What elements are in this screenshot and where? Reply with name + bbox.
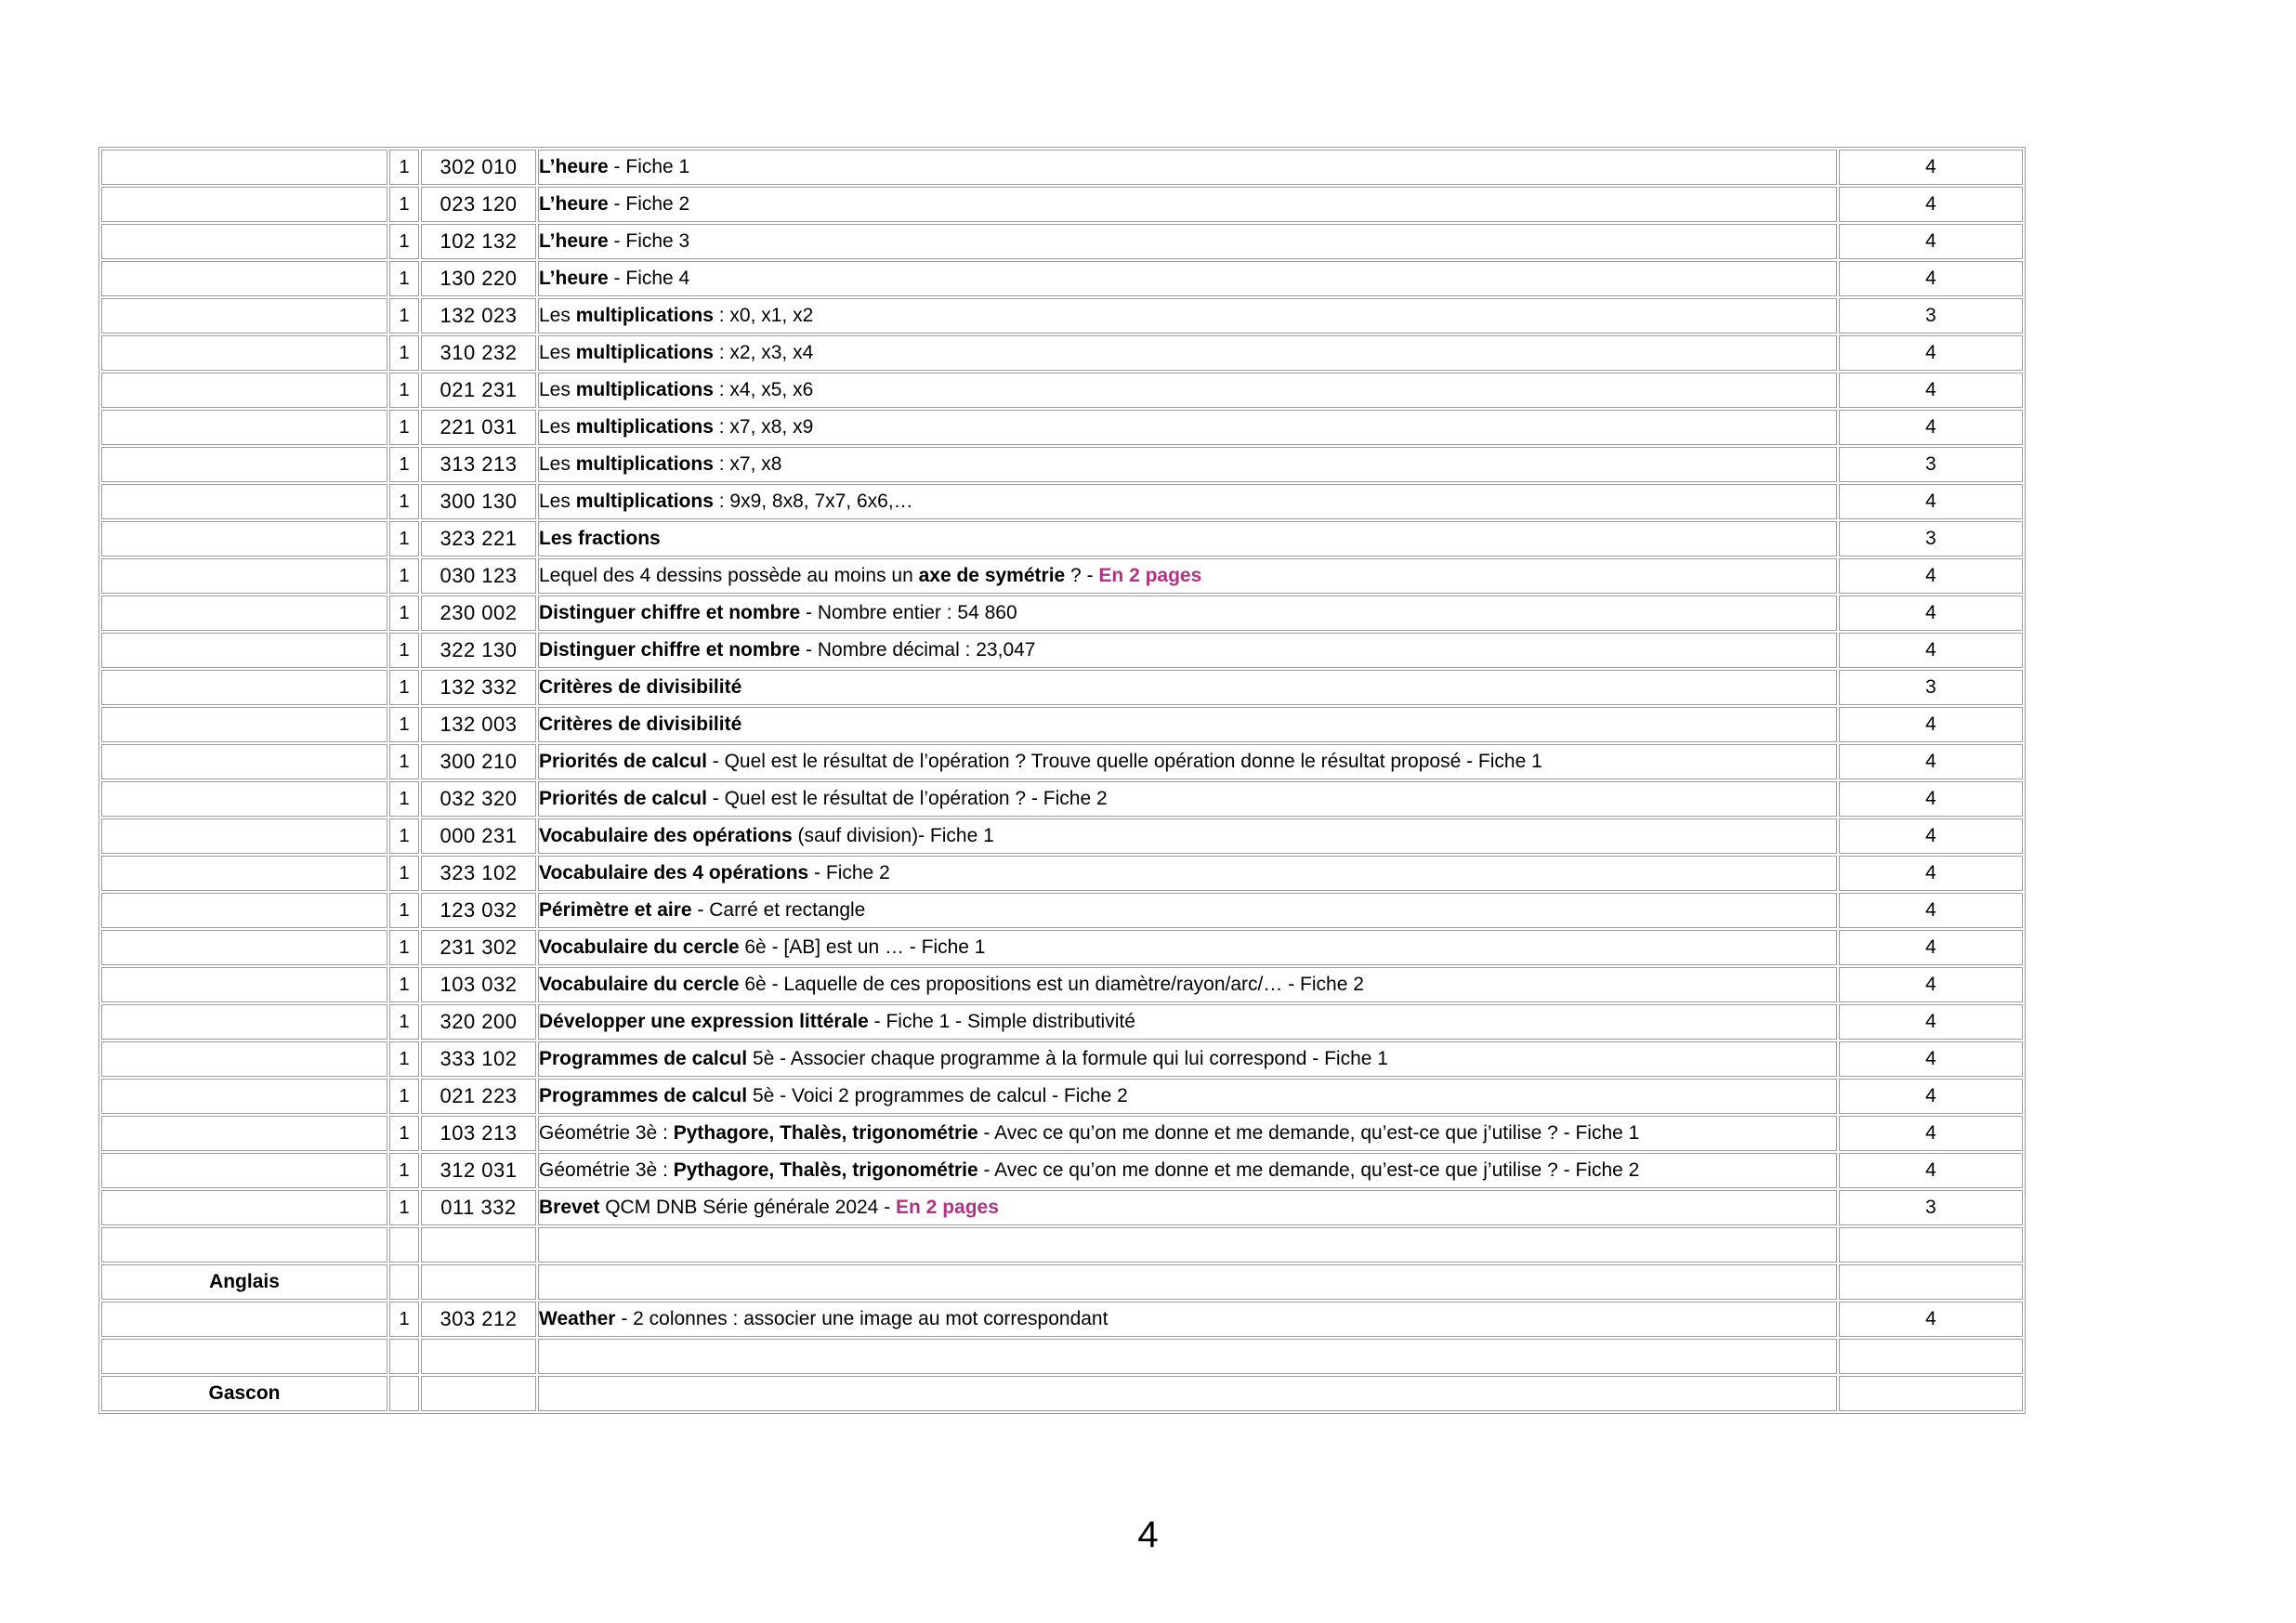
quantity-cell: 1 [389,967,419,1002]
code-cell: 231 302 [421,930,536,965]
description-cell [538,670,1837,705]
description-segment: : x7, x8 [713,453,782,475]
code-cell: 123 032 [421,893,536,928]
code-cell: 132 023 [421,298,536,334]
description-segment: Périmètre et aire [539,899,692,921]
table-row [101,1339,2023,1374]
table-row [101,1376,2023,1411]
description-segment: - 2 colonnes : associer une image au mot correspondant [615,1308,1109,1329]
quantity-cell: 1 [389,447,419,482]
value-cell [1839,1227,2023,1263]
description-segment: 5è - Associer chaque programme à la formule qui lui correspond - Fiche 1 [747,1048,1388,1069]
category-cell [101,818,387,854]
description-segment: L’heure [539,193,609,215]
category-cell [101,335,387,371]
table-row [101,150,2023,185]
table-row [101,1264,2023,1300]
description-segment: Distinguer chiffre et nombre [539,602,801,623]
description-segment: multiplications [575,416,714,438]
description-segment: En 2 pages [1098,565,1202,586]
description-cell [538,298,1837,334]
description-cell [538,484,1837,519]
description-cell [538,1376,1837,1411]
description-segment: : x2, x3, x4 [713,342,814,363]
quantity-cell: 1 [389,893,419,928]
code-cell: 132 332 [421,670,536,705]
category-cell [101,670,387,705]
category-cell [101,1004,387,1040]
description-segment: L’heure [539,156,609,177]
description-cell [538,335,1837,371]
description-segment: Les [539,379,576,400]
value-cell: 4 [1839,1004,2023,1040]
description-segment: L’heure [539,268,609,289]
quantity-cell: 1 [389,261,419,296]
description-segment: Développer une expression littérale [539,1011,869,1032]
category-cell [101,1153,387,1188]
description-segment: Programmes de calcul [539,1048,748,1069]
description-segment: 6è - Laquelle de ces propositions est un diamètre/rayon/arc/… - Fiche 2 [739,974,1364,995]
value-cell: 4 [1839,596,2023,631]
category-cell [101,781,387,817]
description-cell [538,1302,1837,1337]
quantity-cell [389,1376,419,1411]
table-row [101,224,2023,259]
table-row [101,781,2023,817]
value-cell: 4 [1839,335,2023,371]
code-cell [421,1264,536,1300]
description-segment: Pythagore, Thalès, trigonométrie [673,1159,978,1181]
description-segment: (sauf division)- Fiche 1 [792,825,994,846]
table-row [101,744,2023,779]
code-cell: 323 102 [421,856,536,891]
description-segment: - Fiche 3 [608,230,690,252]
category-cell [101,1041,387,1077]
table-row [101,187,2023,222]
code-cell: 011 332 [421,1190,536,1225]
value-cell: 3 [1839,298,2023,334]
code-cell: 333 102 [421,1041,536,1077]
quantity-cell: 1 [389,484,419,519]
table-row [101,1227,2023,1263]
description-segment: - Nombre décimal : 23,047 [800,639,1036,661]
code-cell: 313 213 [421,447,536,482]
description-segment: Les [539,453,576,475]
value-cell: 4 [1839,224,2023,259]
category-cell [101,150,387,185]
description-segment: Les [539,491,576,512]
description-segment: Priorités de calcul [539,751,707,772]
description-segment: Critères de divisibilité [539,676,742,698]
description-segment: - Quel est le résultat de l’opération ? - Fiche 2 [706,788,1108,809]
description-cell [538,410,1837,445]
value-cell: 4 [1839,150,2023,185]
quantity-cell: 1 [389,1079,419,1114]
category-cell [101,1227,387,1263]
table-row [101,410,2023,445]
code-cell: 132 003 [421,707,536,742]
description-cell [538,781,1837,817]
description-segment: : x4, x5, x6 [713,379,814,400]
quantity-cell: 1 [389,1041,419,1077]
table-row [101,1190,2023,1225]
code-cell: 302 010 [421,150,536,185]
description-segment: - Fiche 2 [808,862,890,883]
value-cell [1839,1264,2023,1300]
description-cell [538,1153,1837,1188]
table-row [101,558,2023,594]
description-cell [538,707,1837,742]
description-segment: multiplications [575,379,714,400]
quantity-cell: 1 [389,818,419,854]
category-cell [101,521,387,556]
description-cell [538,150,1837,185]
description-cell [538,633,1837,668]
table-row [101,670,2023,705]
description-segment: Géométrie 3è : [539,1122,674,1144]
description-segment: Vocabulaire du cercle [539,974,740,995]
quantity-cell: 1 [389,410,419,445]
quantity-cell: 1 [389,373,419,408]
description-segment: : 9x9, 8x8, 7x7, 6x6,… [713,491,913,512]
quantity-cell: 1 [389,670,419,705]
category-cell [101,633,387,668]
description-cell [538,1227,1837,1263]
category-cell [101,261,387,296]
value-cell: 4 [1839,1041,2023,1077]
code-cell [421,1227,536,1263]
category-cell [101,596,387,631]
category-cell [101,1190,387,1225]
value-cell: 4 [1839,484,2023,519]
description-segment: - Carré et rectangle [691,899,866,921]
table-row [101,1041,2023,1077]
code-cell: 030 123 [421,558,536,594]
description-segment: Lequel des 4 dessins possède au moins un [539,565,919,586]
value-cell: 4 [1839,410,2023,445]
value-cell: 4 [1839,558,2023,594]
quantity-cell: 1 [389,224,419,259]
table-row [101,930,2023,965]
quantity-cell: 1 [389,1302,419,1337]
description-segment: multiplications [575,342,714,363]
category-cell [101,1302,387,1337]
code-cell: 103 032 [421,967,536,1002]
value-cell: 3 [1839,1190,2023,1225]
table-row [101,633,2023,668]
description-cell [538,521,1837,556]
value-cell: 4 [1839,967,2023,1002]
category-cell [101,856,387,891]
description-cell [538,373,1837,408]
description-segment: Pythagore, Thalès, trigonométrie [673,1122,978,1144]
category-cell [101,558,387,594]
value-cell: 3 [1839,521,2023,556]
worksheets-table-body [101,150,2023,1411]
description-cell [538,818,1837,854]
description-segment: multiplications [575,453,714,475]
description-segment: Vocabulaire du cercle [539,936,740,958]
table-row [101,335,2023,371]
description-segment: axe de symétrie [918,565,1066,586]
description-cell [538,1004,1837,1040]
description-segment: : x0, x1, x2 [713,305,814,326]
value-cell: 4 [1839,633,2023,668]
description-segment: - Fiche 2 [608,193,690,215]
value-cell: 4 [1839,818,2023,854]
description-segment: QCM DNB Série générale 2024 - [599,1197,897,1218]
quantity-cell: 1 [389,187,419,222]
code-cell: 322 130 [421,633,536,668]
description-segment: Géométrie 3è : [539,1159,674,1181]
description-cell [538,224,1837,259]
quantity-cell: 1 [389,596,419,631]
value-cell: 3 [1839,670,2023,705]
quantity-cell: 1 [389,744,419,779]
table-row [101,856,2023,891]
description-segment: : x7, x8, x9 [713,416,814,438]
value-cell: 4 [1839,781,2023,817]
code-cell: 230 002 [421,596,536,631]
description-segment: Les [539,416,576,438]
description-segment: - Fiche 4 [608,268,690,289]
quantity-cell [389,1227,419,1263]
description-segment: ? - [1065,565,1099,586]
category-cell [101,1079,387,1114]
description-segment: Les fractions [539,528,661,549]
value-cell: 4 [1839,1153,2023,1188]
category-cell [101,373,387,408]
table-row [101,1153,2023,1188]
description-segment: - Avec ce qu’on me donne et me demande, qu’est-ce que j’utilise ? - Fiche 1 [977,1122,1640,1144]
value-cell: 4 [1839,261,2023,296]
page-number: 4 [1137,1514,1159,1555]
table-row [101,1004,2023,1040]
description-cell [538,596,1837,631]
table-row [101,707,2023,742]
quantity-cell: 1 [389,521,419,556]
category-cell [101,1339,387,1374]
description-cell [538,1116,1837,1151]
table-row [101,1116,2023,1151]
quantity-cell: 1 [389,1190,419,1225]
description-segment: 6è - [AB] est un … - Fiche 1 [739,936,986,958]
table-row [101,373,2023,408]
table-row [101,818,2023,854]
description-cell [538,930,1837,965]
description-segment: Distinguer chiffre et nombre [539,639,801,661]
category-cell [101,447,387,482]
category-cell [101,410,387,445]
description-segment: Weather [539,1308,616,1329]
category-cell [101,893,387,928]
quantity-cell: 1 [389,781,419,817]
description-cell [538,856,1837,891]
value-cell [1839,1339,2023,1374]
description-segment: Les [539,342,576,363]
value-cell: 4 [1839,1116,2023,1151]
code-cell: 103 213 [421,1116,536,1151]
category-cell: Gascon [101,1376,387,1411]
description-segment: 5è - Voici 2 programmes de calcul - Fiche 2 [747,1085,1128,1106]
description-segment: - Fiche 1 [608,156,690,177]
description-segment: - Nombre entier : 54 860 [800,602,1017,623]
quantity-cell: 1 [389,298,419,334]
category-cell [101,187,387,222]
code-cell: 320 200 [421,1004,536,1040]
quantity-cell: 1 [389,558,419,594]
category-cell [101,930,387,965]
description-segment: multiplications [575,305,714,326]
description-segment: - Avec ce qu’on me donne et me demande, qu’est-ce que j’utilise ? - Fiche 2 [977,1159,1640,1181]
table-row [101,261,2023,296]
description-cell [538,1339,1837,1374]
description-segment: multiplications [575,491,714,512]
table-row [101,596,2023,631]
table-row [101,447,2023,482]
description-segment: En 2 pages [896,1197,999,1218]
value-cell: 4 [1839,744,2023,779]
value-cell: 3 [1839,447,2023,482]
description-segment: - Fiche 1 - Simple distributivité [868,1011,1135,1032]
description-cell [538,744,1837,779]
worksheets-table [98,147,2026,1414]
description-cell [538,187,1837,222]
category-cell [101,744,387,779]
value-cell: 4 [1839,1079,2023,1114]
description-segment: Priorités de calcul [539,788,707,809]
description-cell [538,447,1837,482]
code-cell: 021 223 [421,1079,536,1114]
description-segment: Programmes de calcul [539,1085,748,1106]
code-cell: 023 120 [421,187,536,222]
table-row [101,484,2023,519]
code-cell: 303 212 [421,1302,536,1337]
value-cell: 4 [1839,1302,2023,1337]
quantity-cell: 1 [389,707,419,742]
description-cell [538,1041,1837,1077]
value-cell: 4 [1839,930,2023,965]
code-cell: 300 210 [421,744,536,779]
category-cell [101,298,387,334]
description-segment: Vocabulaire des opérations [539,825,793,846]
description-segment: Les [539,305,576,326]
value-cell: 4 [1839,856,2023,891]
value-cell: 4 [1839,187,2023,222]
value-cell: 4 [1839,893,2023,928]
code-cell: 323 221 [421,521,536,556]
description-cell [538,1264,1837,1300]
quantity-cell: 1 [389,856,419,891]
table-row [101,298,2023,334]
description-cell [538,967,1837,1002]
value-cell: 4 [1839,373,2023,408]
description-cell [538,558,1837,594]
description-cell [538,1079,1837,1114]
code-cell [421,1339,536,1374]
value-cell: 4 [1839,707,2023,742]
code-cell: 310 232 [421,335,536,371]
table-row [101,1079,2023,1114]
code-cell: 221 031 [421,410,536,445]
table-row [101,967,2023,1002]
description-segment: Brevet [539,1197,600,1218]
table-row [101,893,2023,928]
code-cell: 130 220 [421,261,536,296]
quantity-cell: 1 [389,150,419,185]
quantity-cell: 1 [389,335,419,371]
description-segment: L’heure [539,230,609,252]
table-row [101,1302,2023,1337]
category-cell [101,1116,387,1151]
code-cell: 032 320 [421,781,536,817]
description-segment: - Quel est le résultat de l’opération ? Trouve quelle opération donne le résultat proposé - Fiche 1 [706,751,1542,772]
description-cell [538,893,1837,928]
description-segment: Critères de divisibilité [539,713,742,735]
quantity-cell: 1 [389,1116,419,1151]
description-cell [538,1190,1837,1225]
quantity-cell: 1 [389,1153,419,1188]
code-cell: 000 231 [421,818,536,854]
code-cell: 021 231 [421,373,536,408]
code-cell [421,1376,536,1411]
category-cell [101,484,387,519]
quantity-cell: 1 [389,930,419,965]
quantity-cell: 1 [389,1004,419,1040]
description-segment: Vocabulaire des 4 opérations [539,862,809,883]
category-cell [101,224,387,259]
category-cell: Anglais [101,1264,387,1300]
code-cell: 312 031 [421,1153,536,1188]
quantity-cell [389,1264,419,1300]
value-cell [1839,1376,2023,1411]
category-cell [101,967,387,1002]
code-cell: 102 132 [421,224,536,259]
category-cell [101,707,387,742]
table-row [101,521,2023,556]
description-cell [538,261,1837,296]
code-cell: 300 130 [421,484,536,519]
quantity-cell [389,1339,419,1374]
quantity-cell: 1 [389,633,419,668]
